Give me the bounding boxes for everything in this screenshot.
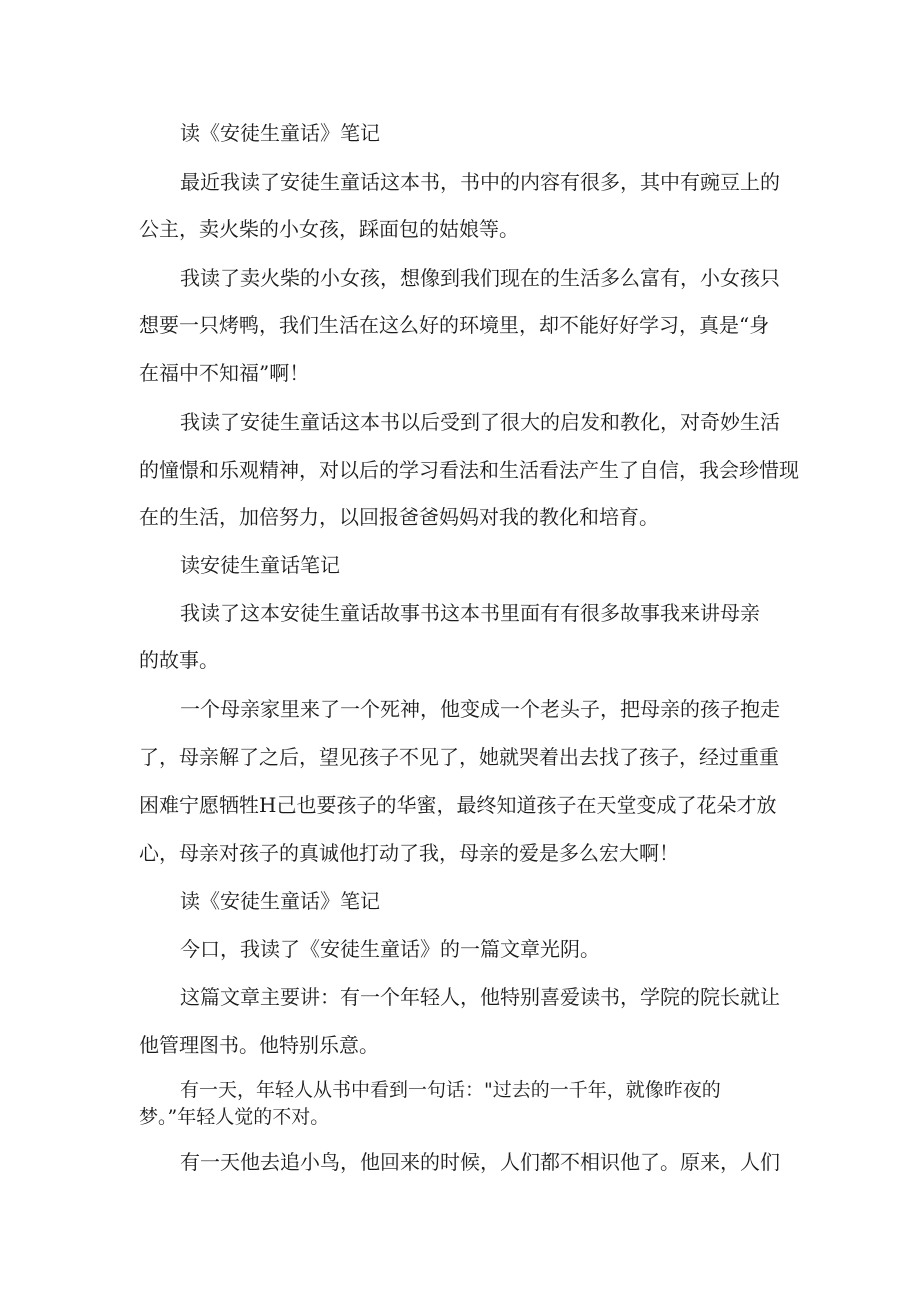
text-line: 在福中不知福”啊！ [139, 361, 310, 385]
text-line: 我读了这本安徒生童话故事书这本书里面有有很多故事我来讲母亲 [180, 601, 760, 625]
text-line: 最近我读了安徒生童话这本书，书中的内容有很多，其中有豌豆上的 [180, 170, 780, 194]
text-line: 在的生活，加倍努力，以回报爸爸妈妈对我的教化和培育。 [139, 505, 659, 529]
text-line: 我读了安徒生童话这本书以后受到了很大的启发和教化，对奇妙生活 [180, 410, 780, 434]
text-line: 心，母亲对孩子的真诚他打动了我，母亲的爱是多么宏大啊！ [139, 841, 679, 865]
text-line: 的故事。 [139, 648, 219, 672]
text-line: 这篇文章主要讲：有一个年轻人，他特别喜爱读书，学院的院长就让 [180, 985, 780, 1009]
section-title: 读安徒生童话笔记 [180, 553, 340, 577]
section-title: 读《安徒生童话》笔记 [180, 889, 380, 913]
text-line: 梦。”年轻人觉的不对。 [139, 1106, 330, 1128]
text-line: 有一天，年轻人从书中看到一句话："过去的一千年，就像昨夜的 [180, 1079, 721, 1101]
text-line: 有一天他去追小鸟，他回来的时候，人们都不相识他了。原来，人们 [180, 1150, 780, 1174]
text-line: 公主，卖火柴的小女孩，踩面包的姑娘等。 [139, 217, 519, 241]
text-line: 今口，我读了《安徒生童话》的一篇文章光阴。 [180, 937, 600, 961]
text-line: 他管理图书。他特别乐意。 [139, 1033, 379, 1057]
text-line: 了，母亲解了之后，望见孩子不见了，她就哭着出去找了孩子，经过重重 [139, 745, 779, 769]
text-line: 的憧憬和乐观精神，对以后的学习看法和生活看法产生了自信，我会珍惜现 [139, 458, 799, 482]
text-line: 困难宁愿牺牲H己也要孩子的华蜜，最终知道孩子在天堂变成了花朵才放 [139, 793, 777, 817]
text-line: 想要一只烤鸭，我们生活在这么好的环境里，却不能好好学习，真是“身 [139, 313, 770, 337]
section-title: 读《安徒生童话》笔记 [180, 121, 380, 145]
text-line: 我读了卖火柴的小女孩，想像到我们现在的生活多么富有，小女孩只 [180, 266, 780, 290]
text-line: 一个母亲家里来了一个死神，他变成一个老头子，把母亲的孩子抱走 [180, 697, 780, 721]
